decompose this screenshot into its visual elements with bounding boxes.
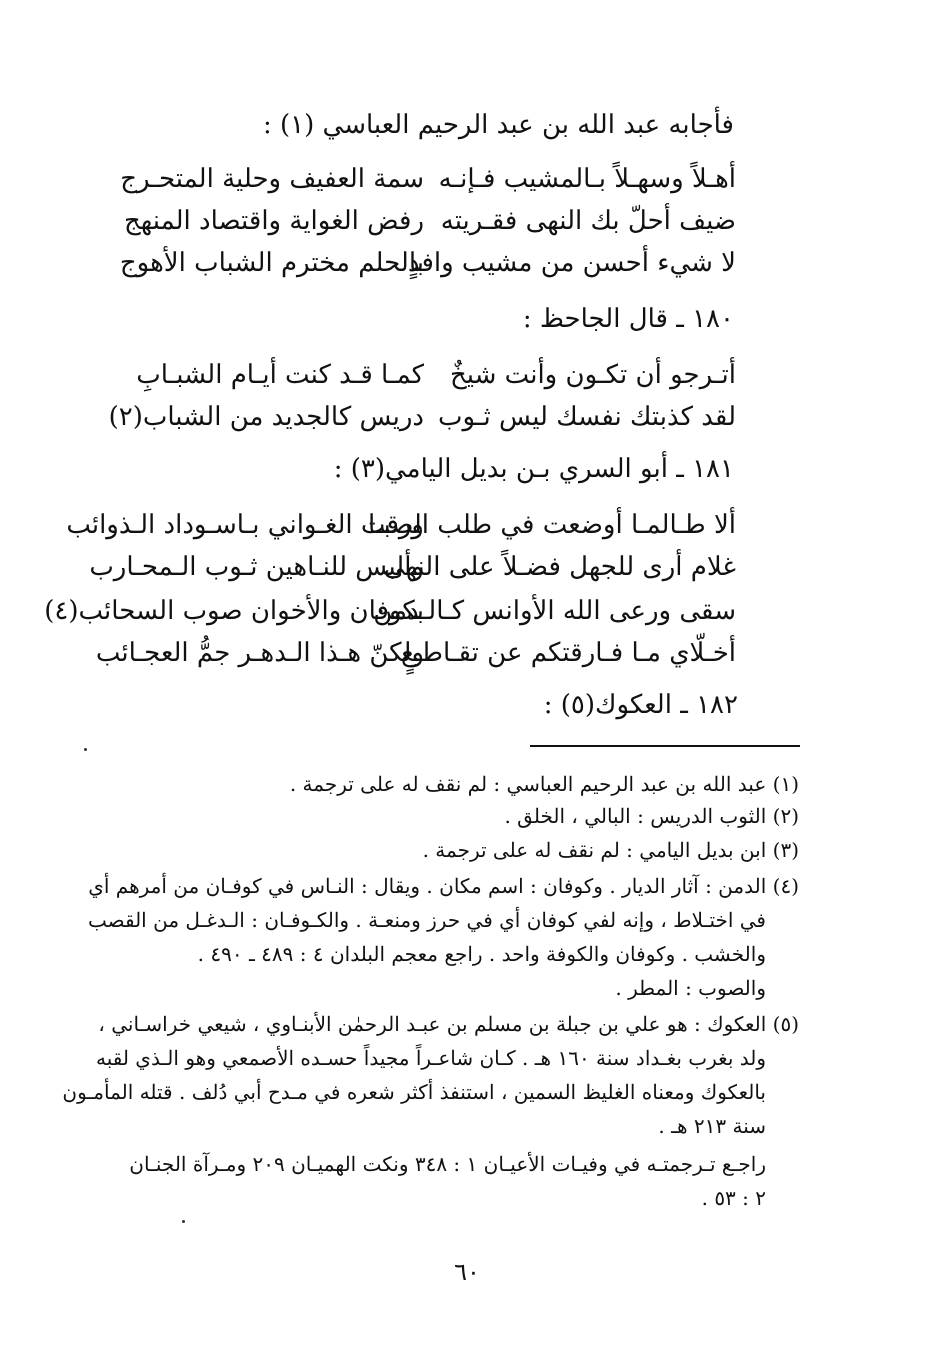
verse-179-3-first-hemistich: لا شيء أحسن من مشيب وافدٍ bbox=[407, 248, 736, 278]
footnote-5-line-2: ولد بغرب بغـداد سنة ١٦٠ هـ . كـان شاعـراً مجيداً حسـده الأصمعي وهو الـذي لقبه bbox=[95, 1046, 766, 1070]
footnote-5-line-6: ٢ : ٥٣ . bbox=[701, 1186, 766, 1210]
footnote-1: (١) عبد الله بن عبد الرحيم العباسي : لم نقف له على ترجمة . bbox=[289, 772, 799, 796]
verse-181-4-first-hemistich: أخـلّاي مـا فـارقتكم عن تقـاطـعٍ bbox=[400, 638, 736, 668]
footnote-2: (٢) الثوب الدريس : البالي ، الخلق . bbox=[504, 804, 799, 828]
entry-intro-181: ١٨١ ـ أبو السري بـن بديل اليامي(٣) : bbox=[333, 454, 734, 484]
entry-intro-179: فأجابه عبد الله بن عبد الرحيم العباسي (١) : bbox=[262, 110, 734, 140]
footnote-divider bbox=[530, 745, 800, 747]
verse-179-1-second-hemistich: سمة العفيف وحلية المتحـرج bbox=[120, 164, 424, 194]
verse-181-2-first-hemistich: غلام أرى للجهل فضـلاً على النهى bbox=[383, 552, 736, 582]
footnote-4-line-2: في اختـلاط ، وإنه لفي كوفان أي في حرز ومنعـة . والكـوفـان : الـدغـل من القصب bbox=[87, 908, 766, 932]
verse-180-1-first-hemistich: أتـرجو أن تكـون وأنت شيخٌ bbox=[450, 360, 736, 390]
footnote-3: (٣) ابن بديل اليامي : لم نقف له على ترجمة . bbox=[422, 838, 799, 862]
page-number: ٦٠ bbox=[454, 1258, 480, 1286]
verse-181-2-second-hemistich: وألبس للنـاهين ثـوب الـمحـارب bbox=[89, 552, 424, 582]
entry-intro-180: ١٨٠ ـ قال الجاحظ : bbox=[522, 304, 734, 334]
verse-180-2-second-hemistich: دريس كالجديد من الشباب(٢) bbox=[108, 402, 424, 432]
footnote-4-line-1: (٤) الدمن : آثار الديار . وكوفان : اسم مكان . ويقال : النـاس في كوفـان من أمرهم أي bbox=[88, 874, 799, 898]
verse-181-3-second-hemistich: بكوفان والأخوان صوب السحائب(٤) bbox=[44, 596, 424, 626]
scan-speck bbox=[182, 1220, 185, 1223]
verse-181-1-second-hemistich: ورقت الغـواني بـاسـوداد الـذوائب bbox=[66, 510, 424, 540]
verse-180-1-second-hemistich: كمـا قـد كنت أيـام الشبـابِ bbox=[136, 360, 424, 390]
verse-179-1-first-hemistich: أهـلاً وسهـلاً بـالمشيب فـإنـه bbox=[438, 164, 736, 194]
footnote-5-line-5: راجـع تـرجمتـه في وفيـات الأعيـان ١ : ٣٤٨ ونكت الهميـان ٢٠٩ ومـرآة الجنـان bbox=[129, 1152, 766, 1176]
verse-179-3-second-hemistich: بالحلم مخترم الشباب الأهوج bbox=[119, 248, 424, 278]
verse-181-1-first-hemistich: ألا طـالمـا أوضعت في طلب الصبـا bbox=[367, 510, 736, 540]
footnote-5-line-3: بالعكوك ومعناه الغليظ السمين ، استنفذ أكثر شعره في مـدح أبي دُلف . قتله المأمـون bbox=[62, 1080, 766, 1104]
verse-179-2-second-hemistich: رفض الغواية واقتصاد المنهج bbox=[123, 206, 424, 236]
verse-181-4-second-hemistich: ولكنّ هـذا الـدهـر جمُّ العجـائب bbox=[95, 638, 424, 668]
entry-intro-182: ١٨٢ ـ العكوك(٥) : bbox=[543, 690, 738, 720]
footnote-5-line-1: (٥) العكوك : هو علي بن جبلة بن مسلم بن عبـد الرحمٰن الأبنـاوي ، شيعي خراسـاني ، bbox=[98, 1012, 799, 1036]
scan-speck bbox=[84, 748, 87, 751]
footnote-4-line-4: والصوب : المطر . bbox=[615, 976, 766, 1000]
verse-180-2-first-hemistich: لقد كذبتك نفسك ليس ثـوب bbox=[438, 402, 736, 432]
verse-179-2-first-hemistich: ضيف أحلّ بك النهى فقـريته bbox=[440, 206, 736, 236]
verse-181-3-first-hemistich: سقى ورعى الله الأوانس كـالـدمن bbox=[373, 596, 736, 626]
footnote-4-line-3: والخشب . وكوفان والكوفة واحد . راجع معجم البلدان ٤ : ٤٨٩ ـ ٤٩٠ . bbox=[197, 942, 766, 966]
footnote-5-line-4: سنة ٢١٣ هـ . bbox=[658, 1114, 766, 1138]
